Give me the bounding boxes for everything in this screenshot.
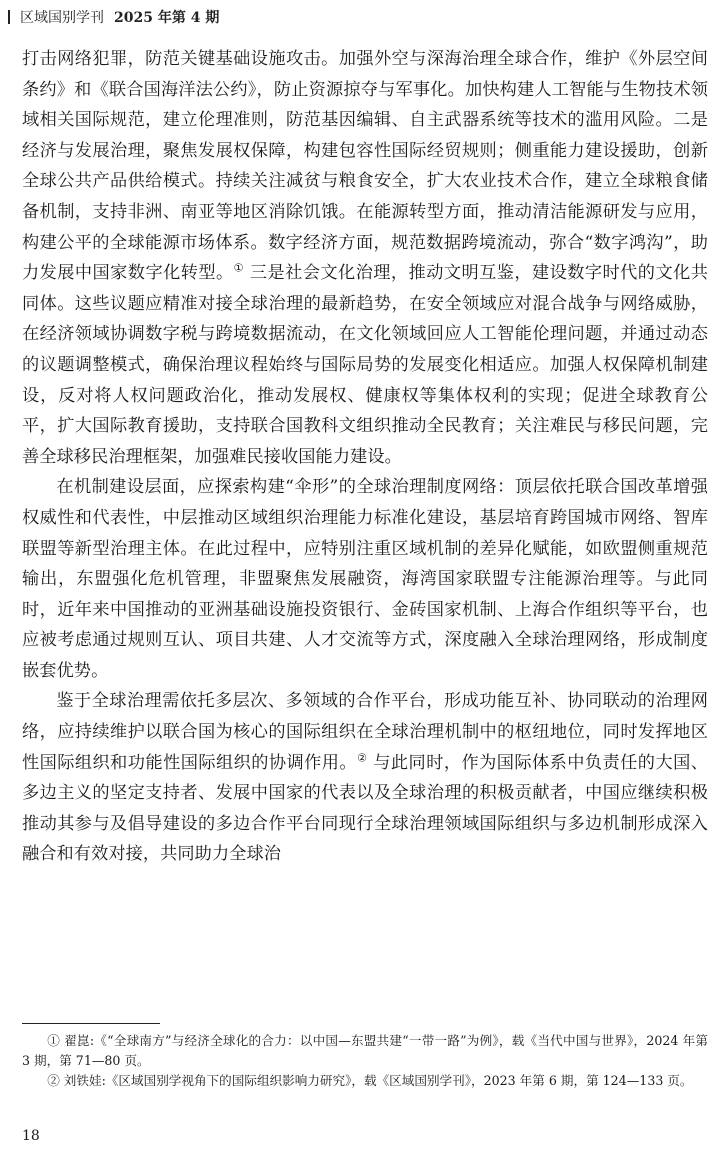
paragraph-text: 鉴于全球治理需依托多层次、多领域的合作平台，形成功能互补、协同联动的治理网络，应持续维护以联合国为核心的国际组织在全球治理机制中的枢纽地位，同时发挥地区性国际组织和功能性国际组织的协调作用。 bbox=[22, 691, 708, 773]
paragraph-text: 与此同时，作为国际体系中负责任的大国、多边主义的坚定支持者、发展中国家的代表以及全球治理的积极贡献者，中国应继续积极推动其参与及倡导建设的多边合作平台同现行全球治理领域国际组织与多边机制形成深入融合和有效对接，共同助力全球治 bbox=[22, 752, 708, 865]
footnote-mark: ① bbox=[47, 1033, 60, 1048]
journal-title: 区域国别学刊 bbox=[20, 10, 104, 26]
footnote-mark: ② bbox=[47, 1073, 60, 1088]
footnote-divider bbox=[22, 1023, 160, 1024]
footnote-text: 翟崑:《“全球南方”与经济全球化的合力：以中国—东盟共建“一带一路”为例》，载《当代中国与世界》，2024 年第 3 期，第 71—80 页。 bbox=[22, 1033, 709, 1068]
page-number: 18 bbox=[22, 1128, 40, 1144]
journal-issue: 2025 年第 4 期 bbox=[114, 10, 220, 26]
paragraph-text: 在机制建设层面，应探索构建“伞形”的全球治理制度网络：顶层依托联合国改革增强权威性和代表性，中层推动区域组织治理能力标准化建设，基层培育跨国城市网络、智库联盟等新型治理主体。在此过程中，应特别注重区域机制的差异化赋能，如欧盟侧重规范输出，东盟强化危机管理，非盟聚焦发展融资，海湾国家联盟专注能源治理等。与此同时，近年来中国推动的亚洲基础设施投资银行、金砖国家机制、上海合作组织等平台，也应被考虑通过规则互认、项目共建、人才交流等方式，深度融入全球治理网络，形成制度嵌套优势。 bbox=[22, 477, 708, 681]
footnote-reference[interactable]: ① bbox=[233, 261, 244, 275]
footnotes bbox=[22, 1031, 708, 1091]
footnote-text: 刘铁娃:《区域国别学视角下的国际组织影响力研究》，载《区域国别学刊》，2023 年第 6 期，第 124—133 页。 bbox=[63, 1073, 693, 1088]
paragraph-text: 三是社会文化治理，推动文明互鉴，建设数字时代的文化共同体。这些议题应精准对接全球治理的最新趋势，在安全领域应对混合战争与网络威胁，在经济领域协调数字税与跨境数据流动，在文化领域回应人工智能伦理问题，并通过动态的议题调整模式，确保治理议程始终与国际局势的发展变化相适应。加强人权保障机制建设，反对将人权问题政治化，推动发展权、健康权等集体权利的实现；促进全球教育公平，扩大国际教育援助，支持联合国教科文组织推动全民教育；关注难民与移民问题，完善全球移民治理框架，加强难民接收国能力建设。 bbox=[22, 263, 708, 467]
footnote-reference[interactable]: ② bbox=[357, 750, 368, 764]
paragraph-text: 打击网络犯罪，防范关键基础设施攻击。加强外空与深海治理全球合作，维护《外层空间条约》和《联合国海洋法公约》，防止资源掠夺与军事化。加快构建人工智能与生物技术领域相关国际规范，建立伦理准则，防范基因编辑、自主武器系统等技术的滥用风险。二是经济与发展治理，聚焦发展权保障，构建包容性国际经贸规则；侧重能力建设援助，创新全球公共产品供给模式。持续关注减贫与粮食安全，扩大农业技术合作，建立全球粮食储备机制，支持非洲、南亚等地区消除饥饿。在能源转型方面，推动清洁能源研发与应用，构建公平的全球能源市场体系。数字经济方面，规范数据跨境流动，弥合“数字鸿沟”，助力发展中国家数字化转型。 bbox=[22, 49, 708, 284]
body-text bbox=[22, 44, 708, 870]
header-divider bbox=[8, 10, 10, 24]
paragraph bbox=[22, 44, 708, 472]
paragraph bbox=[22, 472, 708, 686]
paragraph bbox=[22, 686, 708, 870]
footnote bbox=[22, 1031, 708, 1071]
running-header bbox=[8, 6, 219, 28]
footnote bbox=[22, 1071, 708, 1091]
